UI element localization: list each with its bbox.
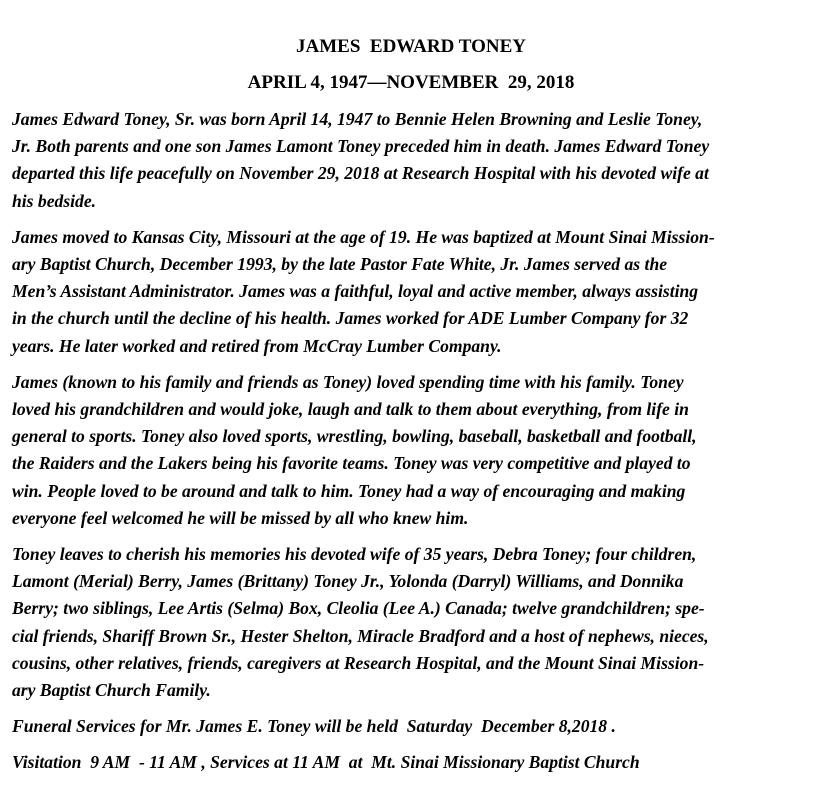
paragraph-family-life [12,369,810,532]
text-line: the Raiders and the Lakers being his favorite teams. Toney was very competitive and played to [12,453,691,474]
paragraph-survivors [12,541,810,704]
text-line: general to sports. Toney also loved sports, wrestling, bowling, baseball, basketball and football, [12,426,697,447]
text-line: his bedside. [12,190,97,211]
obituary-dates-heading: APRIL 4, 1947—NOVEMBER 29, 2018 [247,72,575,93]
text-line: years. He later worked and retired from McCray Lumber Company. [12,335,502,356]
visitation-line: Visitation 9 AM - 11 AM , Services at 11 AM at Mt. Sinai Missionary Baptist Church [12,752,640,773]
funeral-services-line: Funeral Services for Mr. James E. Toney will be held Saturday December 8,2018 . [12,716,616,737]
text-line: James moved to Kansas City, Missouri at the age of 19. He was baptized at Mount Sinai Mission- [12,226,715,247]
text-line: departed this life peacefully on November 29, 2018 at Research Hospital with his devoted wife at [12,163,709,184]
text-line: win. People loved to be around and talk to him. Toney had a way of encouraging and making [12,480,686,501]
text-line: Jr. Both parents and one son James Lamont Toney preceded him in death. James Edward Toney [12,136,710,157]
text-line: James Edward Toney, Sr. was born April 14, 1947 to Bennie Helen Browning and Leslie Toney, [12,109,703,129]
text-line: cousins, other relatives, friends, caregivers at Research Hospital, and the Mount Sinai Mission- [12,652,705,673]
paragraph-church-and-work [12,224,810,360]
text-line: ary Baptist Church Family. [12,680,211,701]
text-line: Lamont (Merial) Berry, James (Brittany) Toney Jr., Yolonda (Darryl) Williams, and Donnika [12,571,684,592]
text-line: James (known to his family and friends as Toney) loved spending time with his family. Toney [12,371,684,392]
text-line: everyone feel welcomed he will be missed by all who knew him. [12,507,469,528]
text-line: Toney leaves to cherish his memories his devoted wife of 35 years, Debra Toney; four children, [12,544,697,565]
obituary-name-heading: JAMES EDWARD TONEY [296,36,526,57]
text-line: cial friends, Shariff Brown Sr., Hester Shelton, Miracle Bradford and a host of nephews, nieces, [12,625,709,646]
text-line: Berry; two siblings, Lee Artis (Selma) Box, Cleolia (Lee A.) Canada; twelve grandchildren; spe- [12,598,705,619]
text-line: in the church until the decline of his health. James worked for ADE Lumber Company for 32 [12,308,689,329]
text-line: loved his grandchildren and would joke, laugh and talk to them about everything, from life in [12,399,689,420]
text-line: Men’s Assistant Administrator. James was a faithful, loyal and active member, always assisting [12,281,699,302]
paragraph-birth [12,106,810,215]
text-line: ary Baptist Church, December 1993, by the late Pastor Fate White, Jr. James served as the [12,254,668,275]
obituary-document [12,36,810,786]
